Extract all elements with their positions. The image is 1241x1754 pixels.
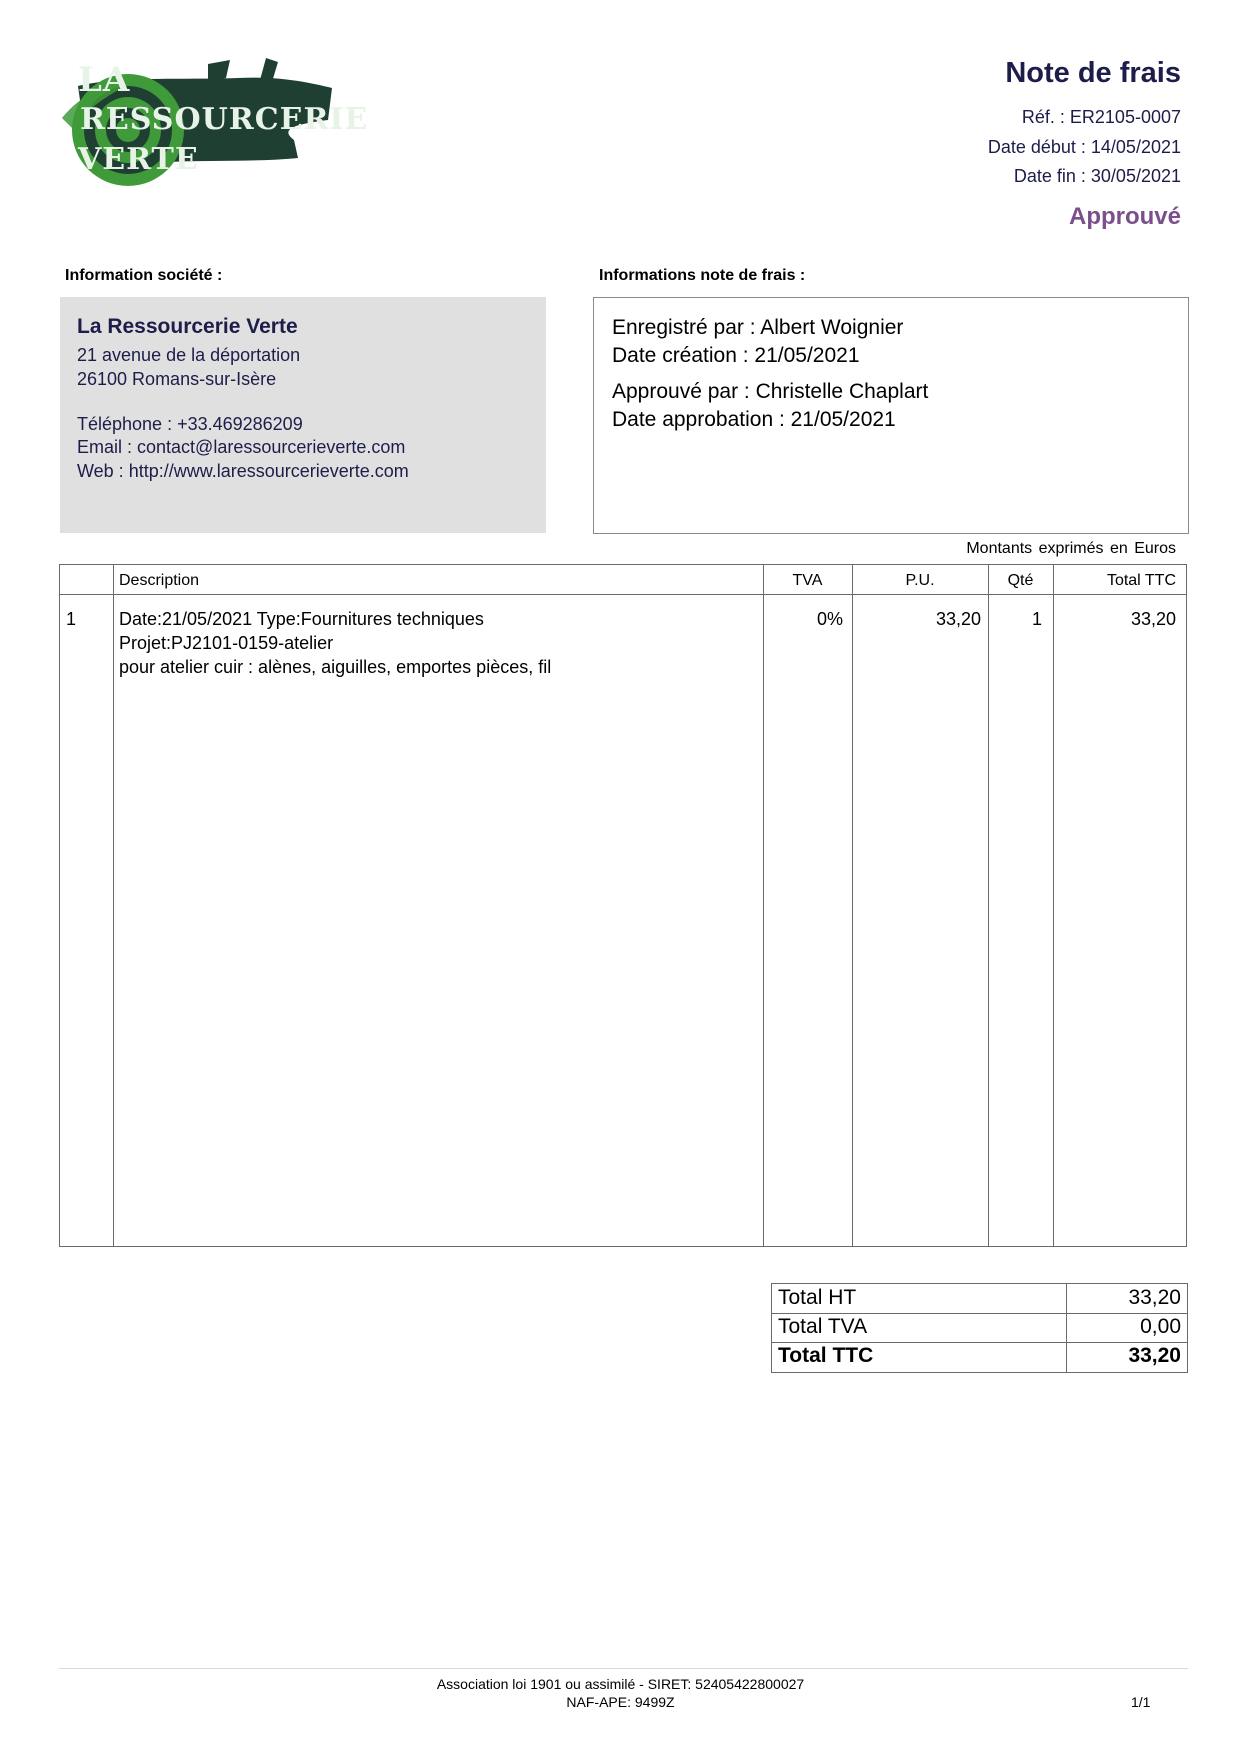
column-header-tva: TVA [792, 572, 823, 589]
column-header-total: Total TTC [1106, 572, 1176, 589]
row-description [119, 607, 551, 679]
logo-text-line1: LA [78, 60, 131, 100]
total-tva-value: 0,00 [1140, 1315, 1181, 1338]
description-line: Projet:PJ2101-0159-atelier [119, 633, 334, 653]
company-email: Email : contact@laressourcerieverte.com [77, 437, 406, 457]
page-number: 1/1 [1131, 1694, 1151, 1710]
logo-text-line3: VERTE [78, 142, 199, 177]
approval-date: Date approbation : 21/05/2021 [612, 408, 896, 431]
table-column-divider [988, 565, 989, 1246]
note-info-box [593, 297, 1189, 534]
approved-by: Approuvé par : Christelle Chaplart [612, 380, 929, 403]
company-address-line2: 26100 Romans-sur-Isère [77, 369, 277, 389]
total-ht-label: Total HT [778, 1286, 857, 1309]
company-logo [58, 58, 369, 190]
reference-number: Réf. : ER2105-0007 [1021, 107, 1181, 127]
table-column-divider [113, 565, 114, 1246]
row-unit-price: 33,20 [935, 609, 981, 629]
footer-divider [59, 1668, 1188, 1669]
total-ht-row [772, 1284, 1187, 1314]
registered-by: Enregistré par : Albert Woignier [612, 316, 904, 339]
company-phone: Téléphone : +33.469286209 [77, 414, 303, 434]
row-quantity: 1 [1031, 609, 1042, 629]
total-tva-label: Total TVA [778, 1315, 868, 1338]
end-date: Date fin : 30/05/2021 [1013, 166, 1181, 186]
column-header-quantity: Qté [1007, 572, 1034, 589]
description-line: pour atelier cuir : alènes, aiguilles, emportes pièces, fil [119, 657, 552, 677]
table-header-divider [60, 594, 1186, 595]
total-ttc-label: Total TTC [778, 1344, 874, 1367]
total-ttc-value: 33,20 [1128, 1344, 1181, 1367]
total-ht-value: 33,20 [1128, 1286, 1181, 1309]
footer-naf-line: NAF-APE: 9499Z [566, 1694, 675, 1710]
row-tva: 0% [816, 609, 843, 629]
table-column-divider [1053, 565, 1054, 1246]
start-date: Date début : 14/05/2021 [987, 137, 1181, 157]
row-number: 1 [66, 609, 77, 629]
company-address-line1: 21 avenue de la déportation [77, 345, 301, 365]
note-section-label: Informations note de frais : [599, 267, 806, 284]
company-section-label: Information société : [65, 267, 223, 284]
totals-table [771, 1283, 1188, 1373]
table-column-divider [852, 565, 853, 1246]
currency-note: Montants exprimés en Euros [966, 540, 1176, 557]
table-column-divider [763, 565, 764, 1246]
creation-date: Date création : 21/05/2021 [612, 344, 860, 367]
expense-items-table [59, 564, 1187, 1247]
company-info-box [60, 297, 546, 533]
column-header-description: Description [119, 572, 200, 589]
company-web: Web : http://www.laressourcerieverte.com [77, 461, 409, 481]
row-total: 33,20 [1130, 609, 1176, 629]
total-ttc-row [772, 1342, 1187, 1372]
status-badge: Approuvé [1068, 203, 1181, 230]
footer-legal-line: Association loi 1901 ou assimilé - SIRET: 52405422800027 [436, 1676, 805, 1692]
logo-text-line2: RESSOURCERIE [80, 102, 369, 137]
company-name: La Ressourcerie Verte [77, 315, 298, 338]
total-tva-row [772, 1313, 1187, 1343]
column-header-unit-price: P.U. [905, 572, 935, 589]
description-line: Date:21/05/2021 Type:Fournitures techniques [119, 609, 484, 629]
document-title: Note de frais [1005, 57, 1181, 89]
